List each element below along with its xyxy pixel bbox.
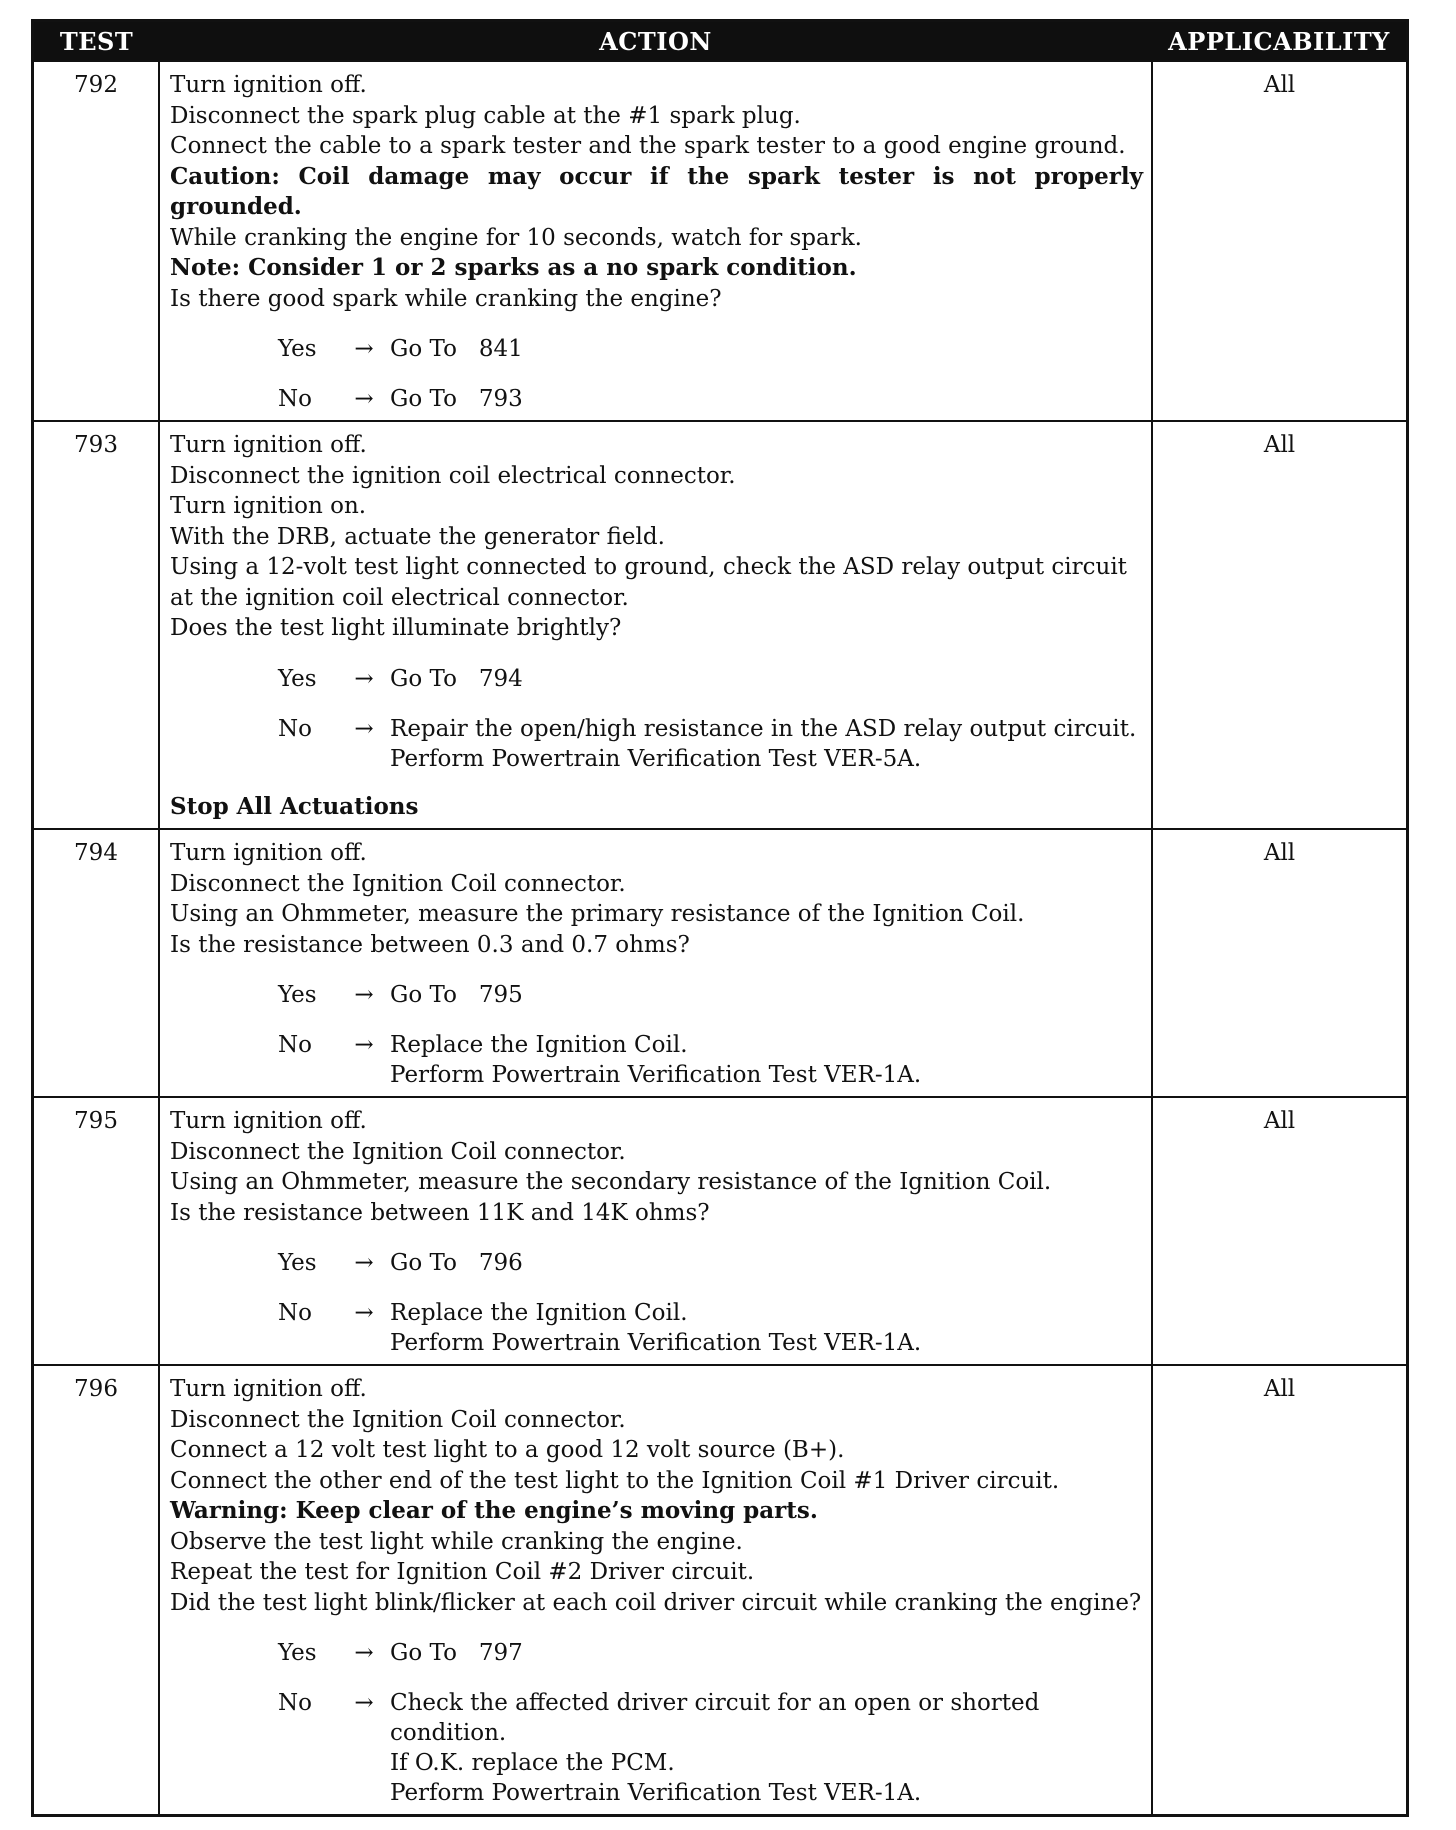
table-row-796 <box>34 1365 1406 1814</box>
table-row-793 <box>34 421 1406 829</box>
step: Using an Ohmmeter, measure the primary resistance of the Ignition Coil. <box>170 901 1025 927</box>
step: Turn ignition on. <box>170 493 367 519</box>
step: Observe the test light while cranking the engine. <box>170 1528 743 1555</box>
result-action: Go To 841 <box>390 336 523 362</box>
result-action <box>390 714 1143 774</box>
result-yes <box>170 664 1143 694</box>
applicability-value: All <box>1152 1097 1406 1365</box>
question: Did the test light blink/flicker at each coil driver circuit while cranking the engine? <box>170 1589 1142 1616</box>
step: Turn ignition off. <box>170 840 367 866</box>
test-number: 794 <box>34 829 159 1097</box>
result-action: Go To 797 <box>390 1640 523 1666</box>
result-list <box>170 664 1143 774</box>
applicability-value: All <box>1152 829 1406 1097</box>
result-yes <box>170 334 1143 364</box>
step: With the DRB, actuate the generator field. <box>170 523 665 550</box>
result-label: Yes <box>278 665 317 692</box>
result-no <box>170 1688 1143 1808</box>
step: Disconnect the Ignition Coil connector. <box>170 1406 626 1433</box>
table-header-row <box>34 22 1406 61</box>
stop-actuations-note: Stop All Actuations <box>170 792 419 820</box>
test-number: 796 <box>34 1365 159 1814</box>
step: While cranking the engine for 10 seconds, watch for spark. <box>170 224 862 251</box>
result-line: Replace the Ignition Coil. <box>390 1300 688 1326</box>
step: Disconnect the ignition coil electrical connector. <box>170 462 736 489</box>
result-line: If O.K. replace the PCM. <box>390 1750 675 1776</box>
table-row-792 <box>34 61 1406 421</box>
arrow-icon: → <box>354 336 374 362</box>
arrow-icon: → <box>354 1250 374 1276</box>
action-cell <box>159 829 1152 1097</box>
diagnostic-table-sheet <box>31 19 1409 1817</box>
test-number: 795 <box>34 1097 159 1365</box>
arrow-icon: → <box>354 386 374 412</box>
question: Is the resistance between 0.3 and 0.7 ohms? <box>170 931 690 958</box>
step: Repeat the test for Ignition Coil #2 Driver circuit. <box>170 1559 755 1585</box>
header-applicability: APPLICABILITY <box>1152 22 1406 61</box>
result-label: Yes <box>278 336 317 362</box>
result-line: Repair the open/high resistance in the ASD relay output circuit. <box>390 715 1137 742</box>
step: Connect the other end of the test light to the Ignition Coil #1 Driver circuit. <box>170 1467 1060 1494</box>
action-cell <box>159 421 1152 829</box>
arrow-icon: → <box>354 1300 374 1326</box>
applicability-value: All <box>1152 1365 1406 1814</box>
result-action: Go To 794 <box>390 665 523 692</box>
step: Using a 12-volt test light connected to ground, check the ASD relay output circuit at the ignition coil electrical connector. <box>170 554 1127 611</box>
result-list <box>170 1638 1143 1808</box>
test-number: 793 <box>34 421 159 829</box>
result-label: Yes <box>278 982 317 1008</box>
result-list <box>170 980 1143 1090</box>
result-label: No <box>278 1032 312 1058</box>
result-line: Perform Powertrain Verification Test VER-1A. <box>390 1062 922 1088</box>
result-label: No <box>278 1690 312 1716</box>
step: Disconnect the spark plug cable at the #1 spark plug. <box>170 102 801 129</box>
result-label: No <box>278 386 312 412</box>
result-line: Perform Powertrain Verification Test VER-5A. <box>390 745 922 772</box>
question: Is there good spark while cranking the engine? <box>170 285 722 312</box>
arrow-icon: → <box>354 1690 374 1716</box>
result-label: No <box>278 1300 312 1326</box>
step: Disconnect the Ignition Coil connector. <box>170 870 626 897</box>
result-no <box>170 384 1143 414</box>
applicability-value: All <box>1152 61 1406 421</box>
action-cell <box>159 1365 1152 1814</box>
step: Turn ignition off. <box>170 72 367 98</box>
arrow-icon: → <box>354 1032 374 1058</box>
result-action: Go To 795 <box>390 982 523 1008</box>
header-action: ACTION <box>159 22 1152 61</box>
step: Turn ignition off. <box>170 1108 367 1134</box>
arrow-icon: → <box>354 715 374 742</box>
result-action: Go To 793 <box>390 386 523 412</box>
step: Turn ignition off. <box>170 1376 367 1402</box>
result-no <box>170 1298 1143 1358</box>
diagnostic-test-table <box>34 22 1406 1814</box>
result-line: Check the affected driver circuit for an open or shorted condition. <box>390 1690 1040 1746</box>
action-cell <box>159 61 1152 421</box>
result-list <box>170 1248 1143 1358</box>
result-line: Perform Powertrain Verification Test VER-1A. <box>390 1330 922 1356</box>
question: Is the resistance between 11K and 14K ohms? <box>170 1199 710 1226</box>
result-action <box>390 1030 1143 1090</box>
arrow-icon: → <box>354 982 374 1008</box>
result-action <box>390 1688 1143 1808</box>
result-yes <box>170 1248 1143 1278</box>
note-text: Note: Consider 1 or 2 sparks as a no spark condition. <box>170 254 857 281</box>
step: Connect a 12 volt test light to a good 12 volt source (B+). <box>170 1437 845 1463</box>
result-no <box>170 1030 1143 1090</box>
result-label: Yes <box>278 1640 317 1666</box>
action-cell <box>159 1097 1152 1365</box>
result-yes <box>170 980 1143 1010</box>
result-list <box>170 334 1143 414</box>
result-label: No <box>278 715 312 742</box>
arrow-icon: → <box>354 1640 374 1666</box>
result-yes <box>170 1638 1143 1668</box>
step: Turn ignition off. <box>170 432 367 458</box>
result-action <box>390 1298 1143 1358</box>
step: Using an Ohmmeter, measure the secondary resistance of the Ignition Coil. <box>170 1169 1052 1195</box>
result-no <box>170 714 1143 774</box>
result-line: Replace the Ignition Coil. <box>390 1032 688 1058</box>
step: Disconnect the Ignition Coil connector. <box>170 1138 626 1165</box>
warning-text: Warning: Keep clear of the engine’s moving parts. <box>170 1497 818 1524</box>
table-row-795 <box>34 1097 1406 1365</box>
arrow-icon: → <box>354 665 374 692</box>
result-label: Yes <box>278 1250 317 1276</box>
table-row-794 <box>34 829 1406 1097</box>
header-test: TEST <box>34 22 159 61</box>
question: Does the test light illuminate brightly? <box>170 615 622 641</box>
applicability-value: All <box>1152 421 1406 829</box>
result-line: Perform Powertrain Verification Test VER-1A. <box>390 1780 922 1806</box>
step: Connect the cable to a spark tester and the spark tester to a good engine ground. <box>170 133 1126 159</box>
caution-text: Caution: Coil damage may occur if the spark tester is not properly grounded. <box>170 162 1143 220</box>
result-action: Go To 796 <box>390 1250 523 1276</box>
test-number: 792 <box>34 61 159 421</box>
